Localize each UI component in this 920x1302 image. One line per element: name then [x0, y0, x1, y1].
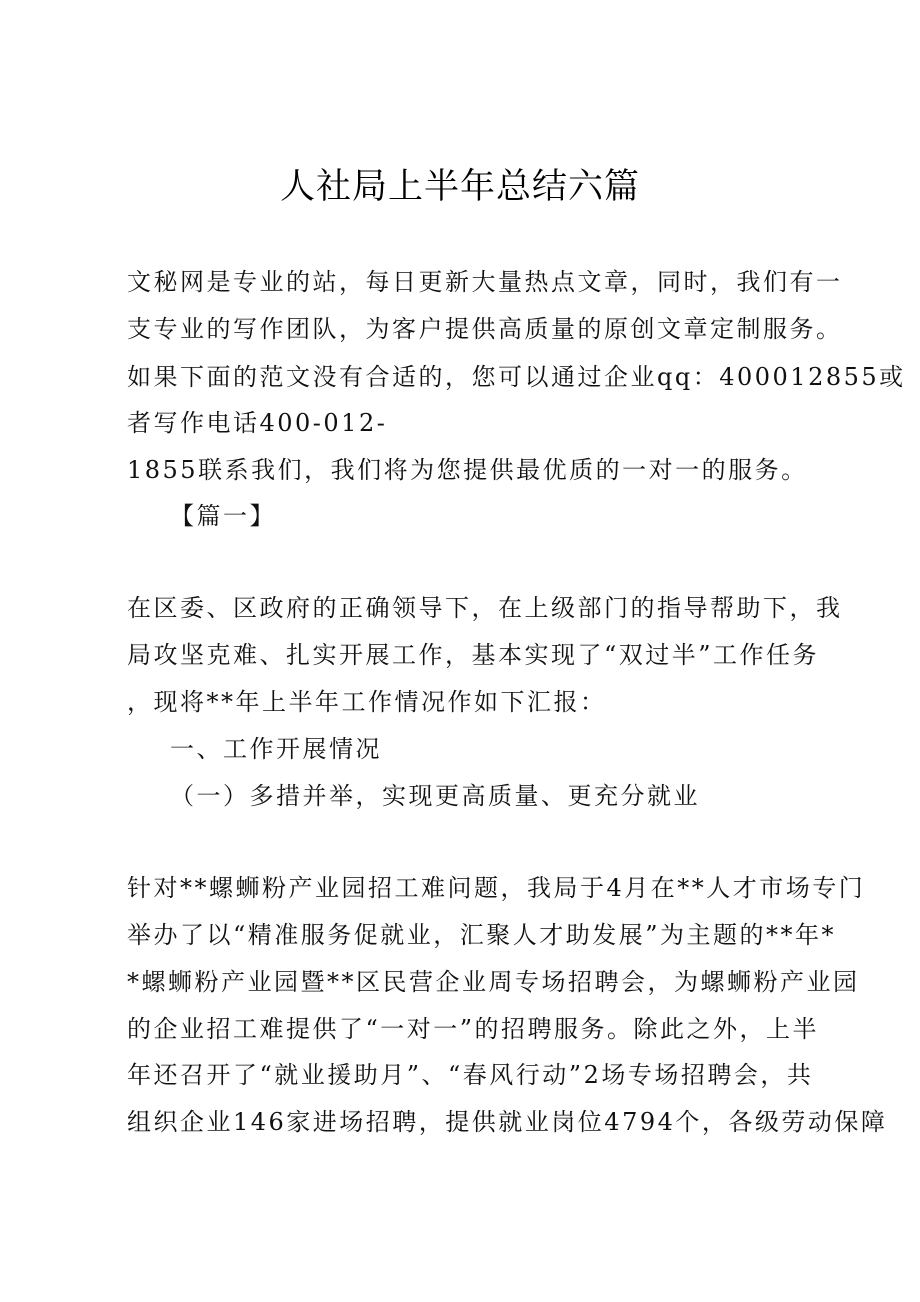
paragraph-line: 组织企业146家进场招聘，提供就业岗位4794个，各级劳动保障: [127, 1108, 888, 1136]
paragraph-line: ，现将**年上半年工作情况作如下汇报：: [127, 688, 607, 716]
paragraph-line: 针对**螺蛳粉产业园招工难问题，我局于4月在**人才市场专门: [127, 874, 866, 902]
paragraph-line: 的企业招工难提供了“一对一”的招聘服务。除此之外，上半: [127, 1015, 820, 1043]
paragraph-line: 在区委、区政府的正确领导下，在上级部门的指导帮助下，我: [127, 594, 843, 622]
paragraph-line: 局攻坚克难、扎实开展工作，基本实现了“双过半”工作任务: [127, 641, 820, 669]
paragraph-line: 举办了以“精准服务促就业，汇聚人才助发展”为主题的**年*: [127, 921, 837, 949]
paragraph-line: 年还召开了“就业援助月”、“春风行动”2场专场招聘会，共: [127, 1061, 814, 1089]
section-subheading: （一）多措并举，实现更高质量、更充分就业: [170, 782, 700, 810]
intro-line: 支专业的写作团队，为客户提供高质量的原创文章定制服务。: [127, 315, 843, 343]
intro-line: 如果下面的范文没有合适的，您可以通过企业qq：400012855或: [127, 363, 906, 391]
intro-line: 1855联系我们，我们将为您提供最优质的一对一的服务。: [127, 456, 808, 484]
section-marker: 【篇一】: [170, 502, 276, 530]
intro-line: 文秘网是专业的站，每日更新大量热点文章，同时，我们有一: [127, 268, 843, 296]
paragraph-line: *螺蛳粉产业园暨**区民营企业周专场招聘会，为螺蛳粉产业园: [127, 968, 860, 996]
intro-line: 者写作电话400-012-: [127, 409, 388, 437]
document-title: 人社局上半年总结六篇: [279, 167, 640, 207]
section-heading: 一、工作开展情况: [170, 735, 382, 763]
